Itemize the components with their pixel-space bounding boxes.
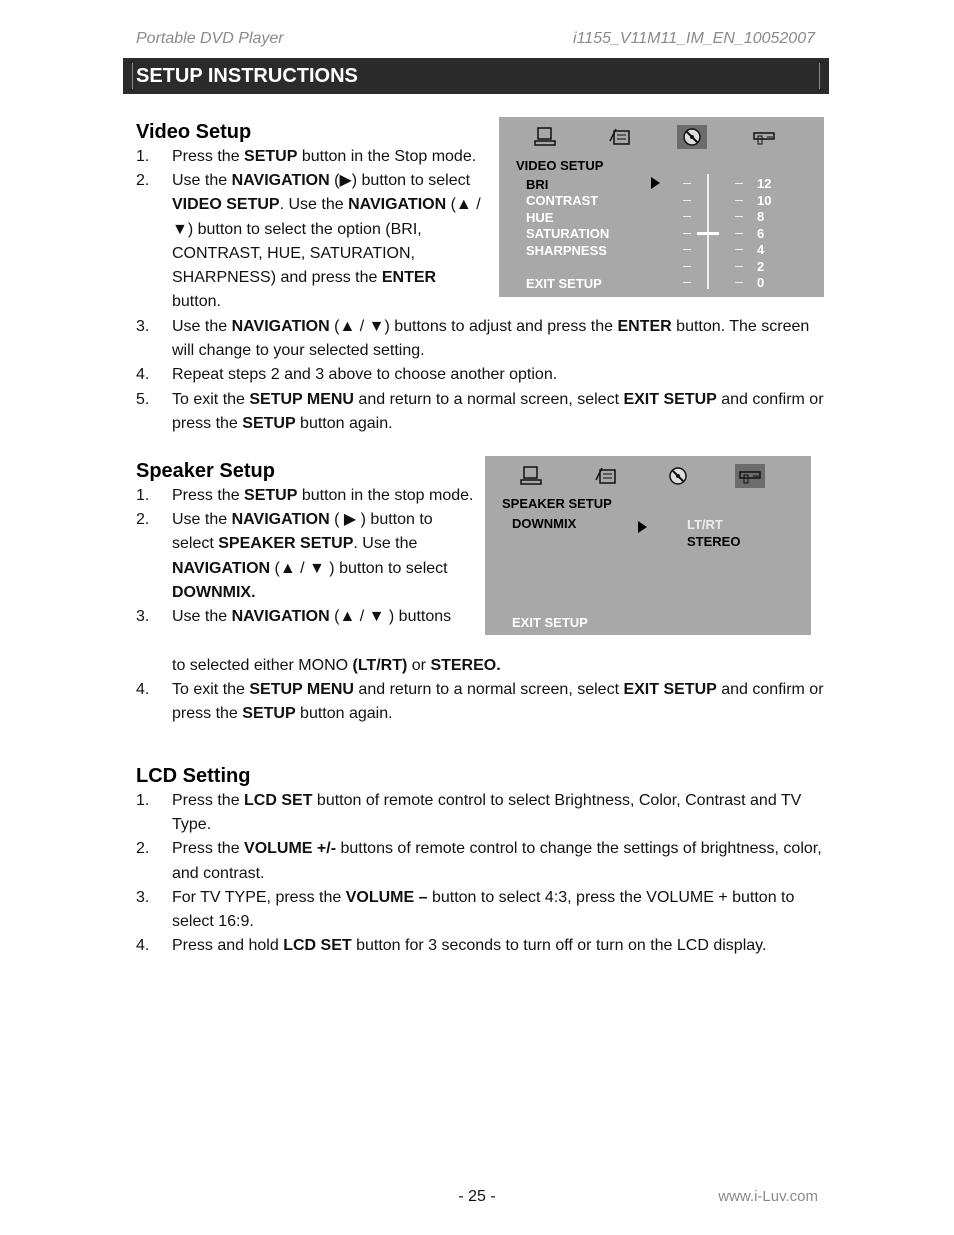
scale-label: 12 xyxy=(757,176,772,191)
osd-value-ltrt: LT/RT xyxy=(687,517,723,532)
step-number: 1. xyxy=(136,148,150,165)
video-steps-a xyxy=(136,145,486,314)
lcd-setting-heading: LCD Setting xyxy=(136,765,251,787)
scale-tick xyxy=(735,200,743,201)
scale-tick xyxy=(735,249,743,250)
scale-tick xyxy=(683,282,691,283)
list-item: 3. For TV TYPE, press the VOLUME – button to select 4:3, press the VOLUME + button to select 16:9. xyxy=(136,886,826,934)
step-number: 4. xyxy=(136,937,150,955)
scale-label: 4 xyxy=(757,242,765,257)
list-item: 1. Press the SETUP button in the Stop mode. xyxy=(136,145,486,169)
step-number: 1. xyxy=(136,792,150,809)
step-number: 4. xyxy=(136,366,150,384)
step-number: 2. xyxy=(136,172,150,190)
list-item: 2. Use the NAVIGATION (▶) button to select VIDEO SETUP. Use the NAVIGATION (▲ / ▼) button to select the option (BRI, CONTRAST, HUE, SATURATION, SHARPNESS) and press the ENTER button. xyxy=(136,169,486,314)
list-item: 2. Use the NAVIGATION ( ▶ ) button to select SPEAKER SETUP. Use the NAVIGATION (▲ / ▼ ) button to select DOWNMIX. xyxy=(136,508,476,605)
scale-tick xyxy=(735,282,743,283)
lcd-steps xyxy=(136,789,826,958)
scale-tick xyxy=(683,183,691,184)
video-setup-osd xyxy=(499,117,824,297)
page-number: - 25 - xyxy=(458,1188,496,1205)
step-number: 2. xyxy=(136,840,150,858)
step-number: 4. xyxy=(136,681,150,699)
speaker-icon xyxy=(749,125,779,149)
scale-tick xyxy=(735,233,743,234)
scale-label: 10 xyxy=(757,192,772,208)
video-steps-b xyxy=(136,315,826,436)
osd-option-downmix: DOWNMIX xyxy=(512,516,577,531)
scale-tick xyxy=(683,233,691,234)
osd-option-bri: BRI xyxy=(526,177,549,192)
speaker-icon xyxy=(735,464,765,488)
scale-tick xyxy=(735,216,743,217)
step-number: 3. xyxy=(136,608,150,626)
list-item: 1. Press the LCD SET button of remote control to select Brightness, Color, Contrast and TV Type. xyxy=(136,789,826,837)
osd-exit-setup: EXIT SETUP xyxy=(526,276,602,291)
list-item: to selected either MONO (LT/RT) or STEREO. xyxy=(172,657,501,674)
osd-option-hue: HUE xyxy=(526,210,554,225)
scale-tick xyxy=(735,266,743,267)
scale-knob xyxy=(697,232,719,235)
speaker-setup-osd xyxy=(485,456,811,635)
scale-label: 0 xyxy=(757,275,765,290)
section-banner xyxy=(123,58,829,94)
list-item: 4. Press and hold LCD SET button for 3 seconds to turn off or turn on the LCD display. xyxy=(136,934,826,958)
scale-label: 8 xyxy=(757,209,765,224)
osd-exit-setup: EXIT SETUP xyxy=(512,615,588,630)
banner-title: SETUP INSTRUCTIONS xyxy=(136,65,358,87)
selection-arrow-icon xyxy=(638,521,647,533)
language-icon xyxy=(591,464,621,488)
speaker-steps-b xyxy=(136,654,826,727)
osd-title: SPEAKER SETUP xyxy=(502,496,612,511)
footer-website: www.i-Luv.com xyxy=(718,1188,818,1205)
list-item: 4. To exit the SETUP MENU and return to a normal screen, select EXIT SETUP and confirm or press the SETUP button again. xyxy=(136,678,826,726)
scale-label: 2 xyxy=(757,258,765,274)
step-number: 3. xyxy=(136,318,150,335)
list-item: 1. Press the SETUP button in the stop mode. xyxy=(136,484,476,508)
scale-tick xyxy=(683,216,691,217)
list-item: 3. Use the NAVIGATION (▲ / ▼) buttons to adjust and press the ENTER button. The screen will change to your selected setting. xyxy=(136,315,826,363)
osd-option-sharpness: SHARPNESS xyxy=(526,243,607,258)
step-number: 1. xyxy=(136,487,150,504)
scale-tick xyxy=(683,266,691,267)
language-icon xyxy=(605,125,635,149)
list-item: 3. Use the NAVIGATION (▲ / ▼ ) buttons xyxy=(136,605,476,629)
osd-value-stereo: STEREO xyxy=(687,534,741,549)
scale-tick xyxy=(735,183,743,184)
selection-arrow-icon xyxy=(651,177,660,189)
list-item: 5. To exit the SETUP MENU and return to a normal screen, select EXIT SETUP and confirm or press the SETUP button again. xyxy=(136,388,826,436)
video-icon xyxy=(663,464,693,488)
list-item: 4. Repeat steps 2 and 3 above to choose another option. xyxy=(136,363,826,387)
video-setup-heading: Video Setup xyxy=(136,121,252,143)
osd-option-saturation: SATURATION xyxy=(526,226,610,241)
monitor-icon xyxy=(517,464,547,488)
step-number: 5. xyxy=(136,390,150,408)
osd-option-contrast: CONTRAST xyxy=(526,193,599,208)
scale-label: 6 xyxy=(757,225,765,241)
speaker-steps-a xyxy=(136,484,476,629)
monitor-icon xyxy=(531,125,561,149)
list-item: 2. Press the VOLUME +/- buttons of remote control to change the settings of brightness, color, and contrast. xyxy=(136,837,826,885)
step-number: 3. xyxy=(136,888,150,906)
header-doc-id: i1155_V11M11_IM_EN_10052007 xyxy=(573,30,815,47)
step-number: 2. xyxy=(136,511,150,529)
scale-tick xyxy=(683,200,691,201)
speaker-setup-heading: Speaker Setup xyxy=(136,460,275,482)
osd-title: VIDEO SETUP xyxy=(516,158,604,173)
video-icon xyxy=(677,125,707,149)
scale-tick xyxy=(683,249,691,250)
header-product: Portable DVD Player xyxy=(136,30,284,47)
